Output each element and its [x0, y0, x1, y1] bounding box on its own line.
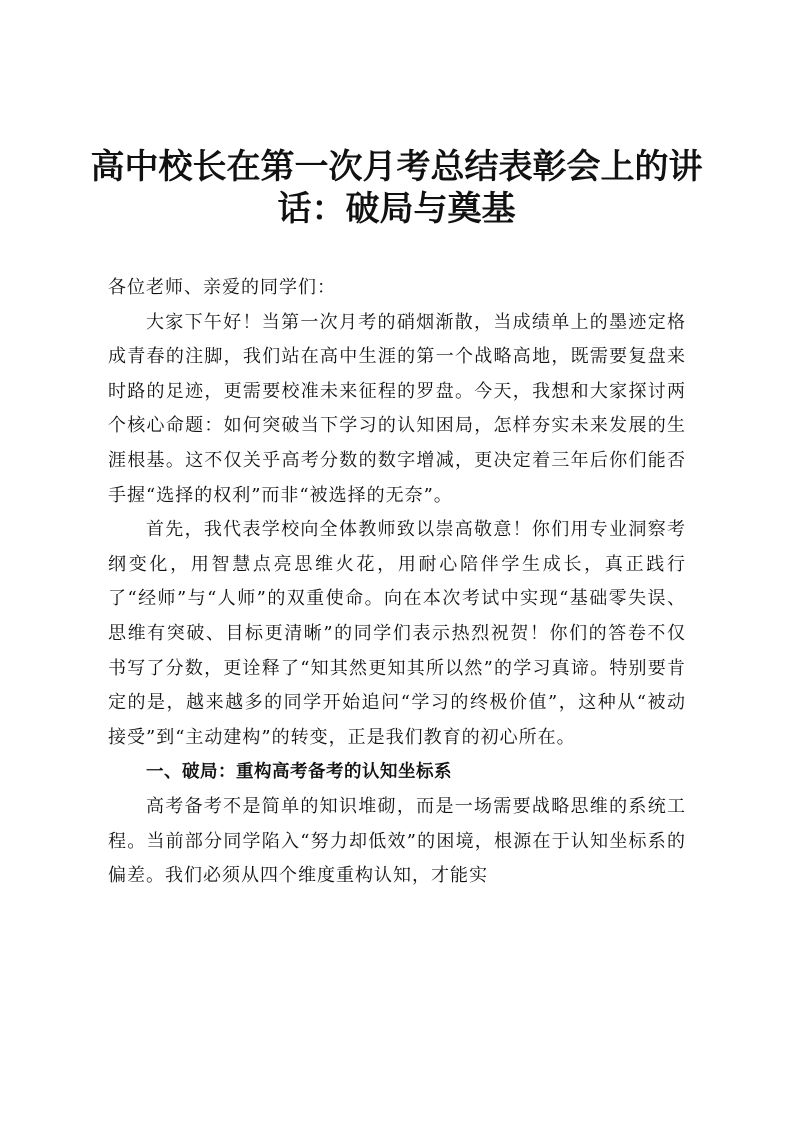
greeting: 各位老师、亲爱的同学们： [108, 277, 336, 298]
document-body [108, 271, 686, 894]
document-title: 高中校长在第一次月考总结表彰会上的讲话：破局与奠基 [90, 147, 703, 229]
section-paragraph: 高考备考不是简单的知识堆砌，而是一场需要战略思维的系统工程。当前部分同学陷入“努力却低效”的困境，根源在于认知坐标系的偏差。我们必须从四个维度重构认知，才能实 [108, 795, 686, 887]
section-heading: 一、破局：重构高考备考的认知坐标系 [146, 762, 452, 783]
paragraph-2: 首先，我代表学校向全体教师致以崇高敬意！你们用专业洞察考纲变化，用智慧点亮思维火花，用耐心陪伴学生成长，真正践行了“经师”与“人师”的双重使命。向在本次考试中实现“基础零失误、思维有突破、目标更清晰”的同学们表示热烈祝贺！你们的答卷不仅书写了分数，更诠释了“知其然更知其所以然”的学习真谛。特别要肯定的是，越来越多的同学开始追问“学习的终极价值”，这种从“被动接受”到“主动建构”的转变，正是我们教育的初心所在。 [108, 519, 686, 748]
paragraph-1: 大家下午好！当第一次月考的硝烟渐散，当成绩单上的墨迹定格成青春的注脚，我们站在高中生涯的第一个战略高地，既需要复盘来时路的足迹，更需要校准未来征程的罗盘。今天，我想和大家探讨两个核心命题：如何突破当下学习的认知困局，怎样夯实未来发展的生涯根基。这不仅关乎高考分数的数字增减，更决定着三年后你们能否手握“选择的权利”而非“被选择的无奈”。 [108, 311, 686, 506]
